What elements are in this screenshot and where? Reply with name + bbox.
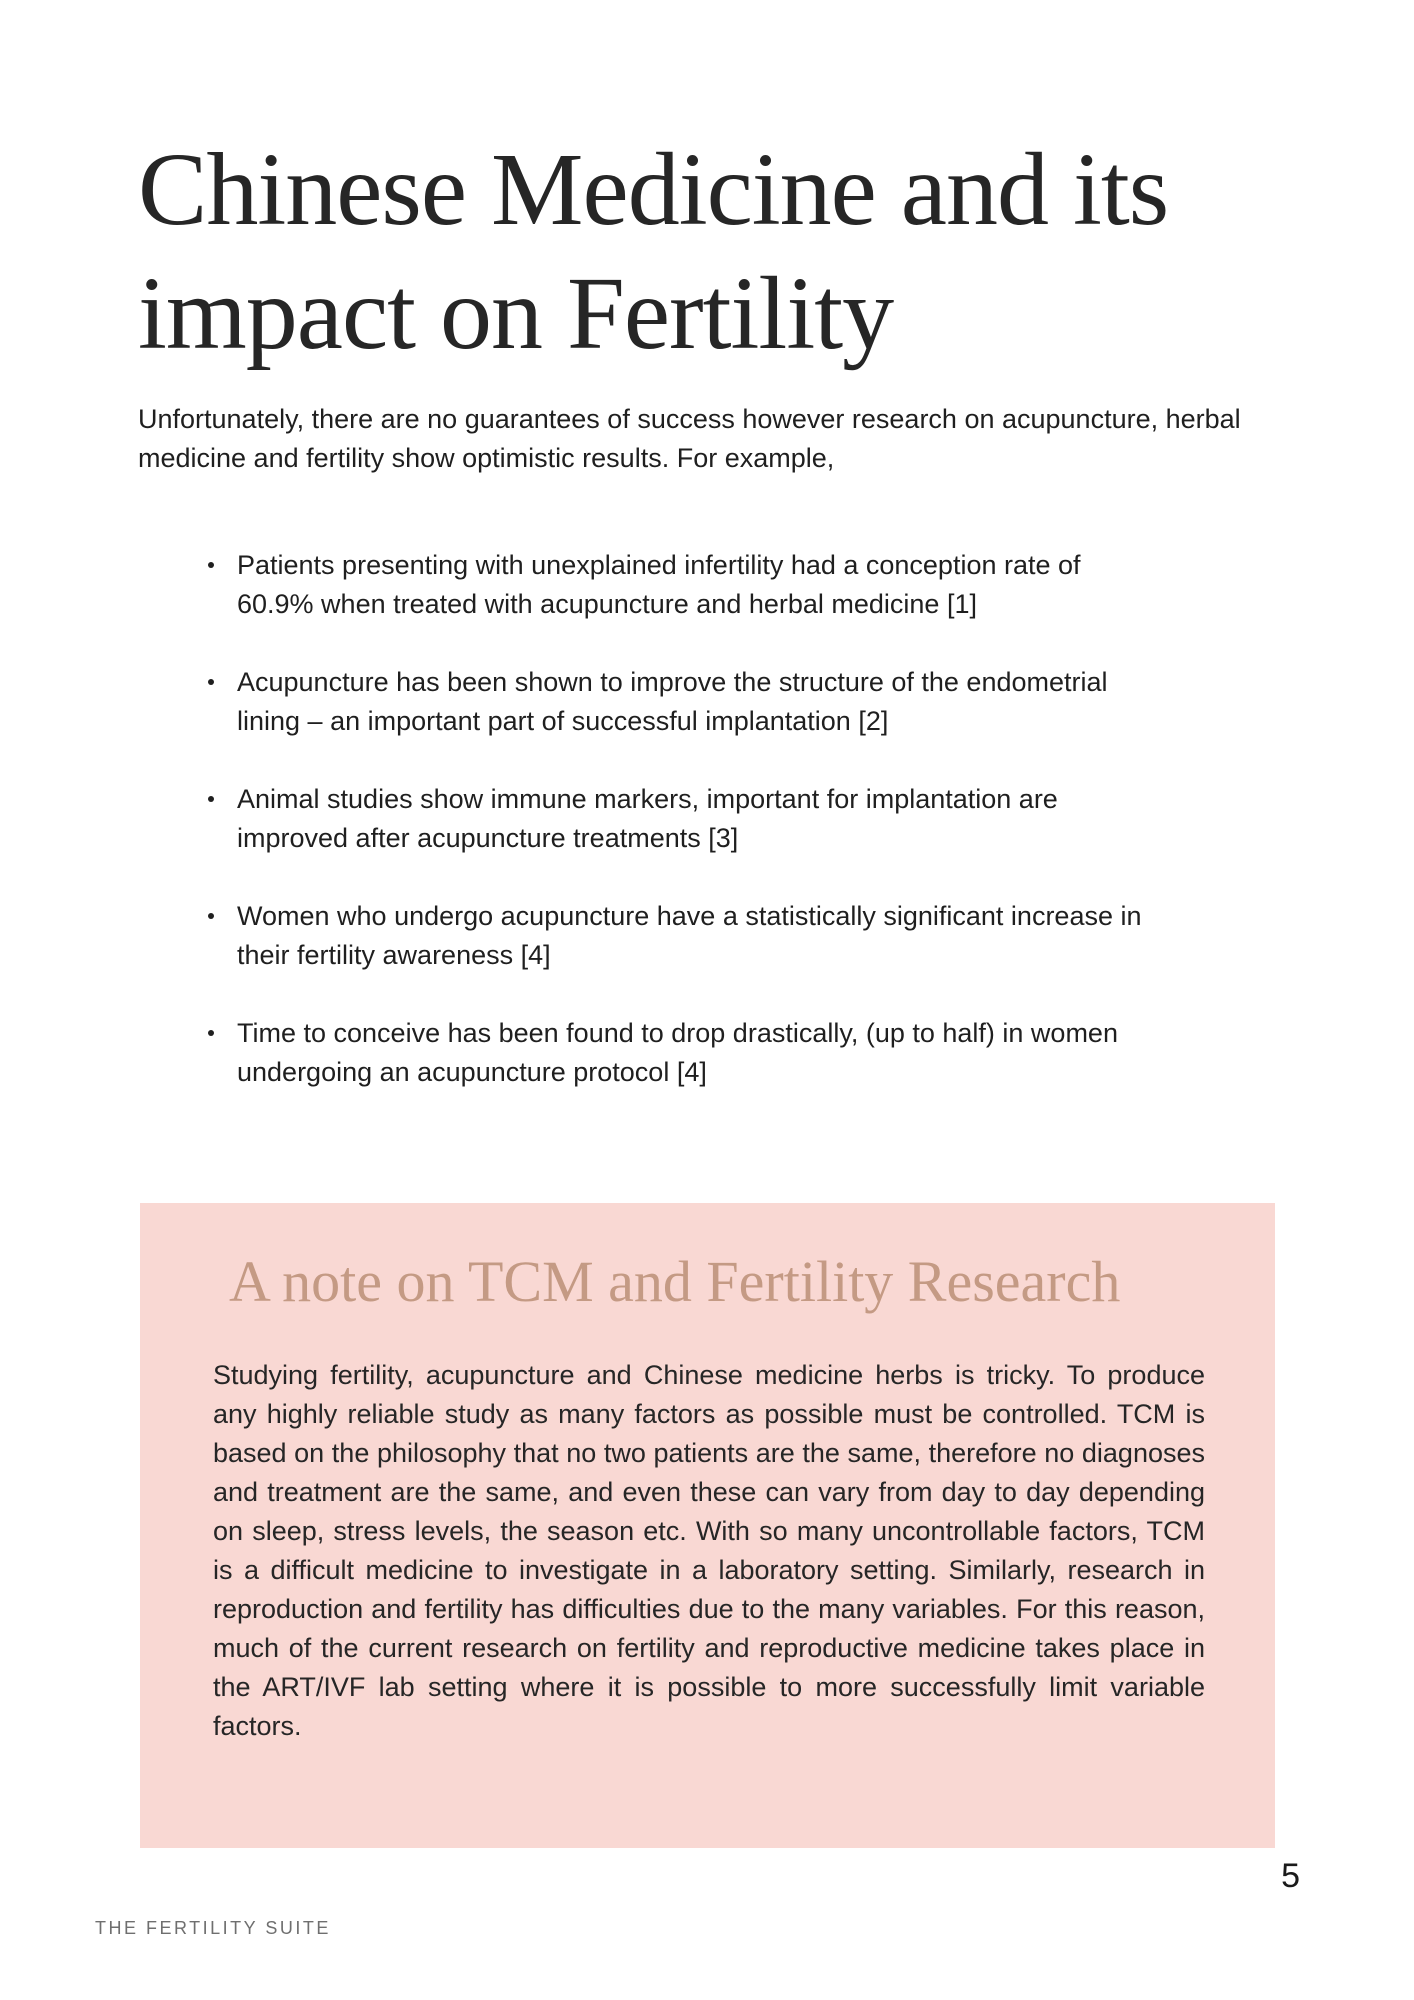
page-title: [138, 128, 1318, 376]
bullet-dot-icon: [208, 1030, 214, 1036]
note-body: Studying fertility, acupuncture and Chinese medicine herbs is tricky. To produce any highly reliable study as many factors as possible must be controlled. TCM is based on the philosophy that no two patients are the same, therefore no diagnoses and treatment are the same, and even these can vary from day to day depending on sleep, stress levels, the season etc. With so many uncontrollable factors, TCM is a difficult medicine to investigate in a laboratory setting. Similarly, research in reproduction and fertility has difficulties due to the many variables. For this reason, much of the current research on fertility and reproductive medicine takes place in the ART/IVF lab setting where it is possible to more successfully limit variable factors.: [213, 1360, 1205, 1741]
bullet-dot-icon: [208, 913, 214, 919]
list-item-text-line-1: Acupuncture has been shown to improve the structure of the endometrial: [237, 667, 1108, 697]
list-item-text-line-2: improved after acupuncture treatments [3]: [237, 823, 739, 853]
list-item-text-line-2: undergoing an acupuncture protocol [4]: [237, 1057, 707, 1087]
page-title-line-1: Chinese Medicine and its: [138, 132, 1169, 247]
list-item-text-line-2: 60.9% when treated with acupuncture and herbal medicine [1]: [237, 589, 977, 619]
list-item: [205, 1014, 1245, 1092]
findings-list: [205, 546, 1245, 1131]
list-item: [205, 546, 1245, 624]
bullet-dot-icon: [208, 562, 214, 568]
list-item: [205, 897, 1245, 975]
list-item-text-line-1: Time to conceive has been found to drop drastically, (up to half) in women: [237, 1018, 1118, 1048]
page-number: 5: [1281, 1857, 1300, 1895]
research-note-box: [140, 1203, 1275, 1848]
list-item-text-line-1: Animal studies show immune markers, important for implantation are: [237, 784, 1058, 814]
footer-brand: THE FERTILITY SUITE: [95, 1918, 331, 1938]
list-item: [205, 780, 1245, 858]
list-item-text-line-2: lining – an important part of successful implantation [2]: [237, 706, 889, 736]
bullet-dot-icon: [208, 679, 214, 685]
bullet-dot-icon: [208, 796, 214, 802]
list-item: [205, 663, 1245, 741]
note-title: A note on TCM and Fertility Research: [229, 1249, 1121, 1314]
page-title-line-2: impact on Fertility: [138, 256, 894, 371]
intro-paragraph: Unfortunately, there are no guarantees of success however research on acupuncture, herbal medicine and fertility show optimistic results. For example,: [138, 404, 1241, 473]
list-item-text-line-1: Women who undergo acupuncture have a statistically significant increase in: [237, 901, 1142, 931]
list-item-text-line-2: their fertility awareness [4]: [237, 940, 551, 970]
list-item-text-line-1: Patients presenting with unexplained infertility had a conception rate of: [237, 550, 1081, 580]
